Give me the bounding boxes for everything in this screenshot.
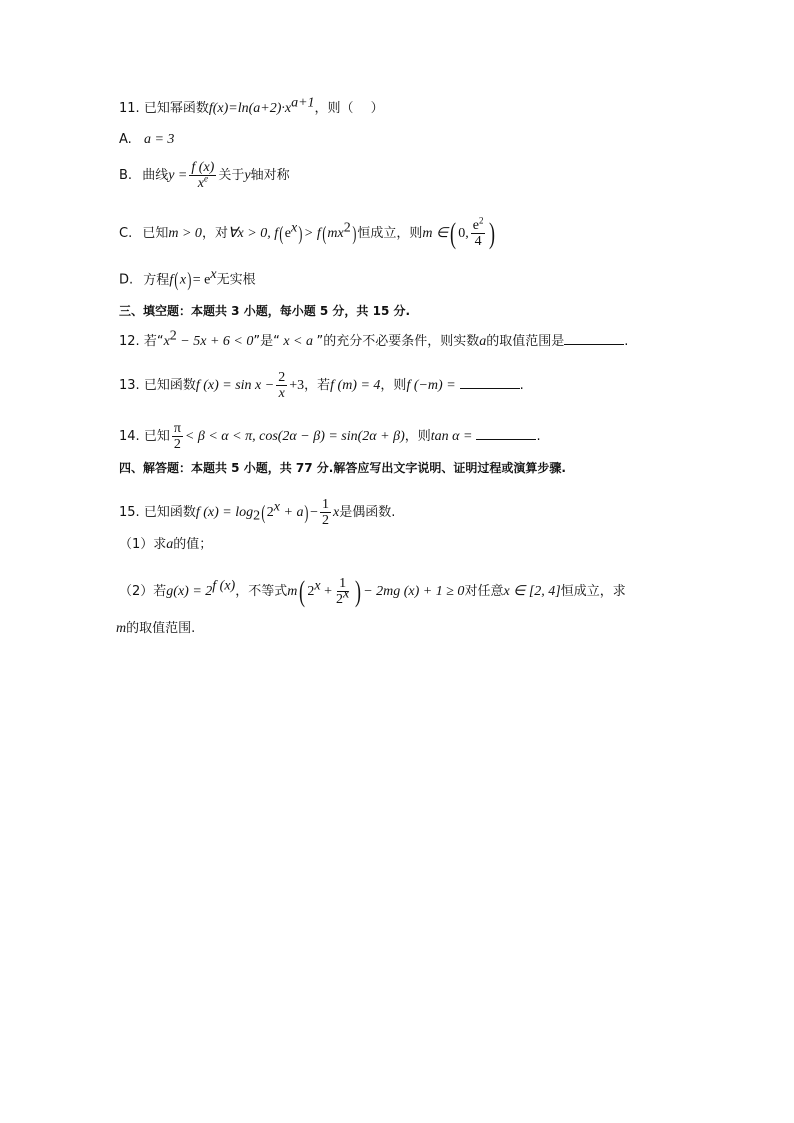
q15-p1-label: （1）求 [119,537,167,552]
q13-f-rhs: +3 [289,378,305,393]
q15-number: 15. [119,505,140,520]
option-c-e: e [284,226,291,241]
q11-stem-end: ，则（ ） [314,101,384,116]
option-d-pre: 方程 [143,272,170,288]
q15-p2-inner-exp: x [314,578,321,594]
q15-f-tail: x [333,505,340,520]
frac-num-base: e [472,218,479,233]
q12-post: ”的充分不必要条件，则实数 [316,334,480,349]
q12-var: a [479,334,487,349]
q11-number: 11. [119,101,140,116]
q15-stem: 15. 已知函数f $(x) = \log_2(2^x + a)-$ $\frac{1}{2}$ x是偶函数. [119,497,396,528]
q15-pre: 已知函数 [143,505,196,520]
q11-stem-text: 已知幂函数 [143,101,209,116]
q15-part2: （2）若$g(x) = 2^{f (x)}$，不等式m( $2^x$ + $\frac{1}{2^x}$ ) − 2mg (x) + 1 ≥ 0对任意x ∈ [2, 4]恒成立，求 [119,574,626,608]
section-4-title: 四、解答题：本题共 5 小题，共 77 分.解答应写出文字说明、证明过程或演算步骤. [119,461,566,475]
option-a-text: a = 3 [143,132,175,147]
option-b-fraction [189,160,216,191]
q15-p2-post2: 恒成立，求 [560,584,626,599]
frac-num: 2 [278,370,286,385]
q15-p2-g-exp: f (x) [212,578,236,594]
option-c-m-in: m ∈ [422,226,449,241]
frac-num: π [173,421,181,436]
q11-formula: f(x)=ln(a+2)·x [208,101,292,116]
q15-fraction [320,497,331,528]
q11-option-d: D. 方程$f(x)= e^x$无实根 [119,267,256,291]
q14-fraction [172,421,183,452]
q15-p2-mid: ，不等式 [235,584,288,599]
frac-num-exp: 2 [478,215,484,226]
option-d-eq: = e [192,272,211,288]
frac-den-base: 2 [335,592,343,607]
frac-den-base: x [197,176,204,191]
q13-fraction [276,370,287,401]
q12-cond2: x < a [279,334,317,349]
frac-den-exp: x [342,586,350,602]
frac-num: f (x) [191,160,215,175]
q15-p1-var: a [166,537,174,552]
q15-p2-rest: − 2mg (x) + 1 ≥ 0 [363,584,465,599]
option-b-label: B. [119,168,133,183]
option-b-pre: 曲线 [142,168,169,183]
option-c-forall: ∀x > 0, f [227,226,279,241]
q12-pre: 若“ [143,334,164,349]
q11-option-a [119,131,174,149]
frac-den: x [278,386,285,401]
q14-answer-blank[interactable] [476,426,536,440]
q12-mid: ”是“ [253,334,280,349]
option-c-mid2: 恒成立，则 [357,226,423,241]
q13-end: . [519,378,524,393]
q15-p2-cont-post: 的取值范围. [126,621,196,636]
frac-den-exp: e [203,173,208,184]
option-b-post: 关于 [218,168,245,183]
option-c-interval-left: 0, [458,226,469,241]
option-c-mx: mx [327,226,344,241]
q15-f-minus: − [310,505,319,520]
option-c-ex: x [290,220,298,236]
q12-cond1: x [163,334,170,349]
q15-p2-fraction [334,576,351,607]
q15-f-arg-rest: + a [280,505,304,520]
frac-den: 4 [474,234,482,249]
q15-p2-range: x ∈ [2, 4] [503,584,561,599]
q14-ask: tan α = [430,429,473,444]
q12-cond1-rest: − 5x + 6 < 0 [176,334,254,349]
option-b-axis: y [244,168,251,183]
frac-num: 1 [339,576,347,591]
option-b-y: y = [168,168,188,183]
q15-p2-inner: 2 [307,584,315,599]
option-a-label: A. [119,132,132,147]
option-c-cond: m > 0 [168,226,202,241]
q13-f-lhs: f (x) = sin x − [195,378,275,393]
option-c-pre: 已知 [142,226,169,241]
option-c-mid: ，对 [201,226,228,241]
q11-option-c: C. 已知m > 0，对∀x > 0, $f(e^x)> f(mx^2)$恒成立，则m ∈( 0, $\frac{e^2}{4}$ ) [119,215,496,250]
option-b-post2: 轴对称 [250,168,290,183]
q14-number: 14. [119,429,140,444]
frac-den [196,173,210,191]
option-d-exp: x [210,267,217,283]
q15-p2-g: g(x) = 2 [166,584,213,599]
q12-cond1-exp: 2 [169,328,177,344]
q15-p1-post: 的值； [173,537,213,552]
q15-p2-cont-var: m [116,621,127,636]
option-d-label: D. [119,272,134,288]
q15-p2-post: 对任意 [464,584,504,599]
q15-p2-m: m [287,584,298,599]
q15-f-base: 2 [253,508,261,524]
q13 [119,370,524,401]
q13-answer-blank[interactable] [460,375,520,389]
option-c-label: C. [119,226,133,241]
q15-p2-label: （2）若 [119,584,167,599]
q15-f-arg: 2 [266,505,274,520]
q13-number: 13. [119,378,140,393]
q11-option-b [119,160,290,191]
q13-ask: f (−m) = [406,378,456,393]
q14-mid: ，则 [404,429,431,444]
q12-end: . [624,334,629,349]
option-c-gt: > f [303,226,321,241]
q11-formula-exp: a+1 [291,95,315,111]
q15-f-arg-exp: x [273,499,280,515]
q15-part1 [119,536,212,554]
q12 [119,328,629,351]
q14 [119,421,541,452]
option-c-fraction [471,215,486,249]
q12-number: 12. [119,334,140,349]
option-d-f: f [169,272,174,288]
q13-mid: ，若 [304,378,331,393]
frac-num: 1 [322,497,330,512]
q14-end: . [536,429,541,444]
option-d-x: x [179,272,187,288]
q13-pre: 已知函数 [143,378,196,393]
section-3-title: 三、填空题：本题共 3 小题，每小题 5 分，共 15 分. [119,304,411,318]
q15-p2-plus: + [320,584,332,599]
q13-given: f (m) = 4 [330,378,381,393]
q14-cond: < β < α < π, cos(2α − β) = sin(2α + β) [184,429,405,444]
frac-den: 2 [322,513,330,528]
q12-answer-blank[interactable] [564,331,624,345]
q15-f-lhs: f (x) = log [195,505,254,520]
frac-den: 2 [173,437,181,452]
q15-part2-continued [116,620,195,638]
q11-stem [119,95,384,118]
option-c-mx-exp: 2 [343,220,351,236]
q15-post: 是偶函数. [339,505,396,520]
q12-post2: 的取值范围是 [486,334,565,349]
q14-pre: 已知 [143,429,170,444]
option-d-post: 无实根 [216,272,256,288]
q13-mid2: ，则 [380,378,407,393]
